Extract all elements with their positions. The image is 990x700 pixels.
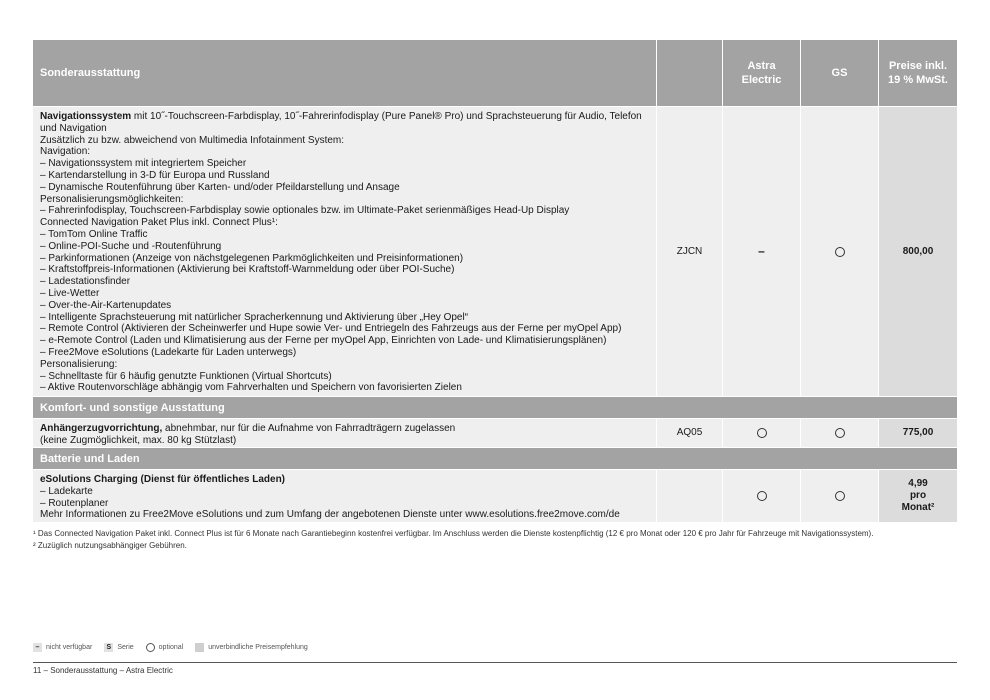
header-astra-electric [723, 40, 801, 106]
esolutions-price-line1: 4,99 [908, 478, 928, 489]
list-item: – Remote Control (Aktivieren der Scheinwerfer und Hupe sowie Ver- und Entriegeln des Fahrzeugs aus der Ferne per myOpel App) [40, 323, 622, 335]
esolutions-astra-availability [723, 470, 801, 522]
equipment-table [33, 40, 957, 522]
header-code [657, 40, 723, 106]
footnote-2: ² Zuzüglich nutzungsabhängiger Gebühren. [33, 541, 187, 550]
towbar-title: Anhängerzugvorrichtung, [40, 423, 163, 434]
dash-icon: – [33, 643, 42, 652]
navigation-title: Navigationssystem [40, 111, 132, 122]
legend-not-available [33, 643, 92, 652]
legend-price [195, 643, 308, 652]
towbar-description [33, 419, 657, 447]
header-astra-line1: Astra [747, 60, 776, 72]
table-header [33, 40, 957, 106]
list-item: – Over-the-Air-Kartenupdates [40, 299, 172, 311]
header-gs: GS [801, 40, 879, 106]
list-item: – Fahrerinfodisplay, Touchscreen-Farbdisplay sowie optionales bzw. im Ultimate-Paket serienmäßiges Head-Up Display [40, 205, 570, 217]
section-batterie: Batterie und Laden [33, 447, 957, 469]
page-footer: 11 – Sonderausstattung – Astra Electric [33, 666, 173, 675]
esolutions-price-line3: Monat² [901, 502, 935, 513]
legend-price-label: unverbindliche Preisempfehlung [208, 644, 308, 651]
list-item: – Live-Wetter [40, 287, 100, 299]
list-item: Mehr Informationen zu Free2Move eSolutions und zum Umfang der angebotenen Dienste unter www.esolutions.free2move.com/de [40, 509, 620, 521]
esolutions-gs-availability [801, 470, 879, 522]
legend-not-available-label: nicht verfügbar [46, 644, 93, 651]
header-price-line2: 19 % MwSt. [888, 74, 948, 86]
list-item: – Ladestationsfinder [40, 276, 131, 288]
list-item: – Schnelltaste für 6 häufig genutzte Funktionen (Virtual Shortcuts) [40, 370, 332, 382]
towbar-title-rest: abnehmbar, nur für die Aufnahme von Fahrradträgern zugelassen [162, 423, 456, 434]
list-item: Zusätzlich zu bzw. abweichend von Multimedia Infotainment System: [40, 134, 345, 146]
optional-circle-icon [835, 428, 845, 438]
esolutions-title: eSolutions Charging (Dienst für öffentliches Laden) [40, 474, 286, 485]
esolutions-price [879, 470, 957, 522]
list-item: Personalisierung: [40, 358, 118, 370]
esolutions-description [33, 470, 657, 522]
list-item: – Parkinformationen (Anzeige von nächstgelegenen Parkmöglichkeiten und Preisinformationen) [40, 252, 464, 264]
legend [33, 643, 320, 652]
optional-circle-icon [146, 643, 155, 652]
navigation-gs-availability [801, 107, 879, 396]
navigation-code: ZJCN [657, 107, 723, 396]
table-row-towbar [33, 418, 957, 447]
towbar-code: AQ05 [657, 419, 723, 447]
list-item: Connected Navigation Paket Plus inkl. Connect Plus¹: [40, 217, 278, 229]
list-item: – Routenplaner [40, 497, 109, 509]
towbar-astra-availability [723, 419, 801, 447]
optional-circle-icon [835, 491, 845, 501]
grey-box-icon [195, 643, 204, 652]
serie-icon: S [104, 643, 113, 652]
legend-standard-label: Serie [117, 644, 134, 651]
optional-circle-icon [757, 428, 767, 438]
list-item: – Kartendarstellung in 3-D für Europa und Russland [40, 169, 270, 181]
list-item: und Navigation [40, 122, 107, 134]
list-item: – Aktive Routenvorschläge abhängig vom Fahrverhalten und Speichern von favorisierten Zielen [40, 382, 462, 394]
list-item: – Navigationssystem mit integriertem Speicher [40, 158, 247, 170]
list-item: – e-Remote Control (Laden und Klimatisierung aus der Ferne per myOpel App, Einrichten von Lade- und Klimatisierungsplänen) [40, 335, 607, 347]
list-item: Personalisierungsmöglichkeiten: [40, 193, 184, 205]
navigation-title-line [40, 111, 650, 123]
list-item: – Intelligente Sprachsteuerung mit natürlicher Spracherkennung und Aktivierung über „Hey Opel“ [40, 311, 469, 323]
list-item: (keine Zugmöglichkeit, max. 80 kg Stützlast) [40, 434, 237, 446]
list-item: Navigation: [40, 146, 91, 158]
legend-standard [104, 643, 133, 652]
towbar-price: 775,00 [879, 419, 957, 447]
optional-circle-icon [835, 247, 845, 257]
list-item: – Dynamische Routenführung über Karten- und/oder Pfeildarstellung und Ansage [40, 181, 400, 193]
list-item: – Online-POI-Suche und -Routenführung [40, 240, 222, 252]
navigation-astra-availability [723, 107, 801, 396]
legend-optional-label: optional [158, 644, 184, 651]
header-equipment: Sonderausstattung [33, 40, 657, 106]
list-item: – Free2Move eSolutions (Ladekarte für Laden unterwegs) [40, 346, 297, 358]
optional-circle-icon [757, 491, 767, 501]
towbar-gs-availability [801, 419, 879, 447]
esolutions-code [657, 470, 723, 522]
list-item: – Kraftstoffpreis-Informationen (Aktivierung bei Kraftstoff-Warnmeldung oder über POI-Suche) [40, 264, 455, 276]
header-price [879, 40, 957, 106]
navigation-description [33, 107, 657, 396]
not-available-icon: – [758, 243, 765, 258]
section-komfort: Komfort- und sonstige Ausstattung [33, 396, 957, 418]
footer-divider [33, 662, 957, 663]
esolutions-price-line2: pro [909, 490, 927, 501]
legend-optional [146, 643, 184, 652]
towbar-title-line [40, 423, 650, 435]
footnotes [33, 528, 873, 552]
list-item: – TomTom Online Traffic [40, 228, 148, 240]
list-item: – Ladekarte [40, 485, 93, 497]
table-row-esolutions [33, 469, 957, 522]
navigation-title-rest: mit 10˝-Touchscreen-Farbdisplay, 10˝-Fahrerinfodisplay (Pure Panel® Pro) und Sprachsteuerung für Audio, Telefon [131, 111, 642, 122]
header-astra-line2: Electric [741, 74, 782, 86]
navigation-price: 800,00 [879, 107, 957, 396]
header-price-line1: Preise inkl. [888, 60, 948, 72]
table-row-navigation [33, 106, 957, 396]
footnote-1: ¹ Das Connected Navigation Paket inkl. Connect Plus ist für 6 Monate nach Garantiebeginn kostenfrei verfügbar. Im Anschluss werden die Dienste kostenpflichtig (12 € pro Monat oder 120 € pro Jahr für Fahrzeuge mit Navigationssystem). [33, 529, 874, 538]
